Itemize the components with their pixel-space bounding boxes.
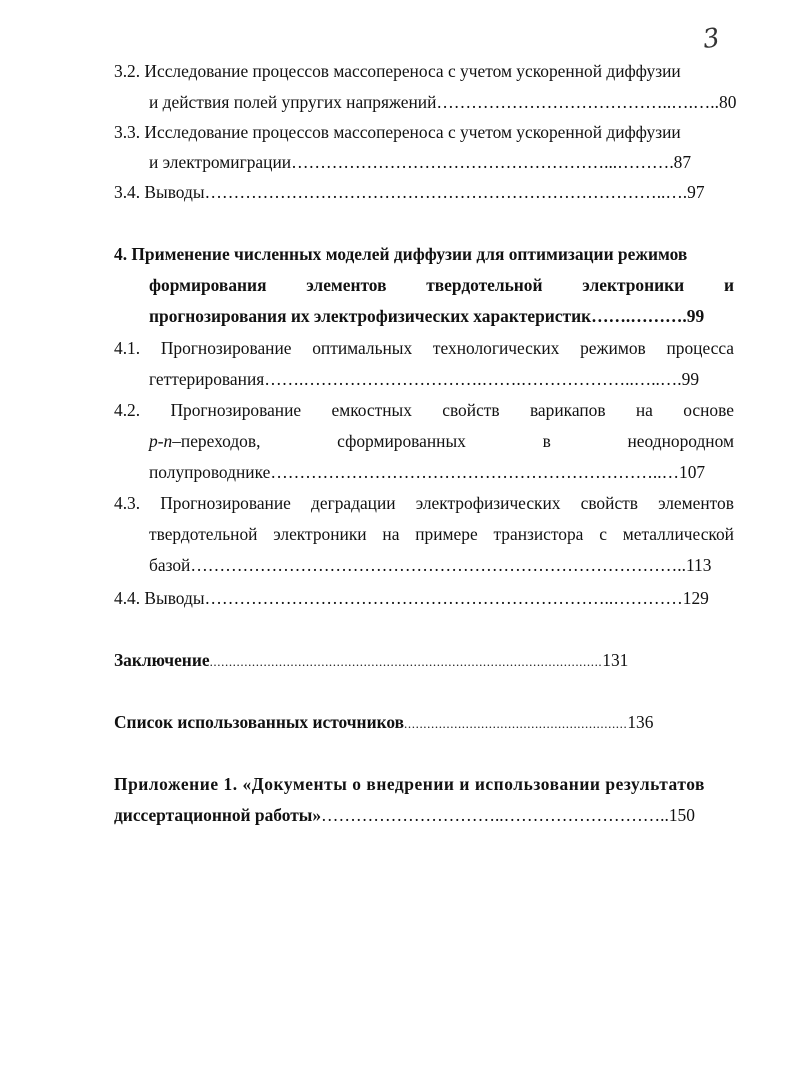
toc-3-3-line2: и электромиграции………………………………………………...……….87 [149,152,692,172]
references-dots: .......................................................... [404,716,628,731]
word: 4.1. [114,338,141,358]
word: электроники [273,524,367,544]
word: примере [415,524,478,544]
word: твердотельной [426,275,543,295]
conclusion-dots: ...................................................................................................... [209,654,603,669]
word: транзистора [493,524,584,544]
toc-4-3-line3: базой…………………………………………………………………………..113 [149,555,712,575]
conclusion-page: 131 [602,650,629,670]
toc-4-2-line3: полупроводнике…………………………………………………………..…107 [149,462,706,482]
toc-4-3-line1 [114,488,734,518]
word: Прогнозирование [160,493,291,513]
word: режимов [580,338,646,358]
word: металлической [622,524,734,544]
word: сформированных [337,431,466,451]
toc-3-3-line1: 3.3. Исследование процессов массопереноса с учетом ускоренной диффузии [114,122,681,142]
word: 4.3. [114,493,141,513]
word: Прогнозирование [160,338,292,358]
toc-3-2-line1: 3.2. Исследование процессов массопереноса с учетом ускоренной диффузии [114,61,681,81]
word: элементов [658,493,734,513]
word [149,426,260,456]
toc-ch4-line1: 4. Применение численных моделей диффузии для оптимизации режимов [114,244,688,264]
word: свойств [580,493,638,513]
toc-4-2-line1 [114,395,734,425]
word: технологических [432,338,560,358]
word: твердотельной [149,524,258,544]
toc-3-2-line2: и действия полей упругих напряжений…………………………………..….…..80 [149,92,737,112]
word: в [542,431,551,451]
word: на [382,524,400,544]
references-page: 136 [627,712,654,732]
toc-4-2-line2 [149,426,734,456]
word: на [635,400,653,420]
toc-references [114,707,653,737]
appendix-dots-page: …………………………..………………………..150 [321,805,695,825]
toc-appendix-line1: Приложение 1. «Документы о внедрении и использовании результатов [114,774,705,794]
conclusion-title: Заключение [114,650,210,670]
toc-4-1-line2: геттерирования…….………………………….…….………………..…..….99 [149,369,700,389]
word: варикапов [529,400,606,420]
references-title: Список использованных источников [114,712,405,732]
word: Прогнозирование [170,400,302,420]
word: основе [683,400,734,420]
word: электрофизических [415,493,561,513]
toc-4-4: 4.4. Выводы……………………………………………………………..…………129 [114,588,709,608]
toc-4-1-line1 [114,333,734,363]
word: элементов [306,275,387,295]
toc-4-3-line2 [149,519,734,549]
appendix-title: диссертационной работы» [114,805,322,825]
toc-conclusion [114,645,628,675]
word: с [599,524,607,544]
word: –переходов, [172,431,261,451]
toc-ch4-line2 [149,270,734,300]
word: емкостных [331,400,412,420]
pn-italic: p-n [149,431,173,451]
toc-appendix-line2 [114,800,695,830]
toc-ch4-line3: прогнозирования их электрофизических характеристик…….……….99 [149,306,705,326]
word: оптимальных [312,338,413,358]
toc-3-4: 3.4. Выводы……………………………………………………………………..….97 [114,182,705,202]
word: неоднородном [627,431,734,451]
page-number: 3 [700,22,722,56]
word: свойств [442,400,500,420]
word: процесса [666,338,734,358]
word: деградации [311,493,396,513]
word: электроники [582,275,685,295]
word: формирования [149,275,267,295]
word: 4.2. [114,400,141,420]
word: и [723,275,734,295]
